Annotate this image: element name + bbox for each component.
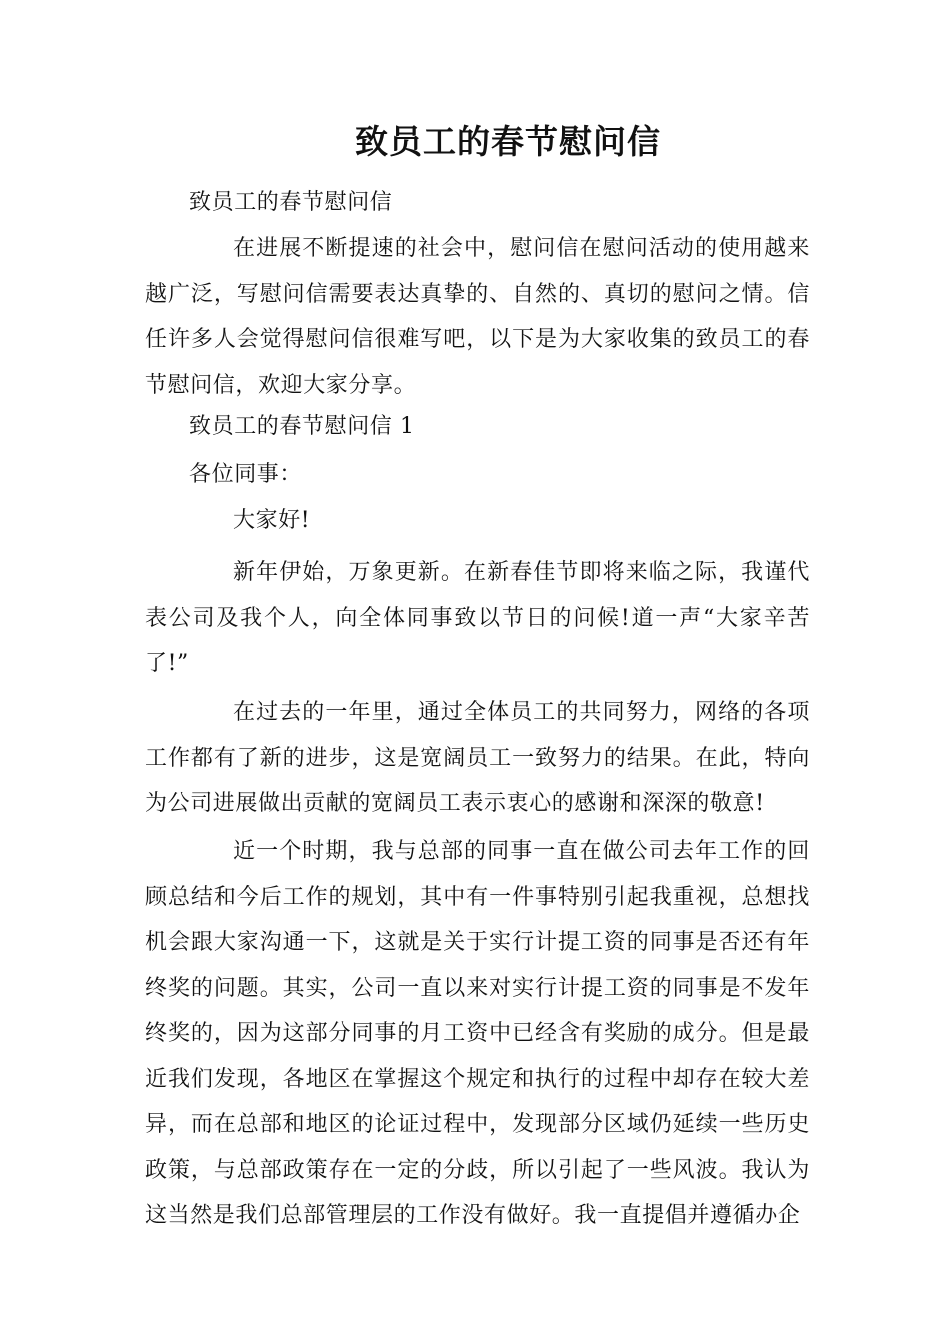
intro-paragraph: 在进展不断提速的社会中，慰问信在慰问活动的使用越来越广泛，写慰问信需要表达真挚的、自然的、真切的慰问之情。信任许多人会觉得慰问信很难写吧，以下是为大家收集的致员工的春节慰问信，欢迎大家分享。 (145, 236, 810, 398)
body-paragraph-1: 新年伊始，万象更新。在新春佳节即将来临之际，我谨代表公司及我个人，向全体同事致以节日的问候!道一声“大家辛苦了!” (145, 560, 810, 676)
salutation: 各位同事： (189, 462, 303, 487)
body-paragraph-2: 在过去的一年里，通过全体员工的共同努力，网络的各项工作都有了新的进步，这是宽阔员工一致努力的结果。在此，特向为公司进展做出贡献的宽阔员工表示衷心的感谢和深深的敬意! (145, 700, 810, 816)
subtitle-paragraph: 致员工的春节慰问信 (189, 190, 393, 215)
letter-heading: 致员工的春节慰问信 1 (189, 414, 415, 439)
document-title: 致员工的春节慰问信 (355, 122, 661, 161)
body-paragraph-3: 近一个时期，我与总部的同事一直在做公司去年工作的回顾总结和今后工作的规划，其中有一件事特别引起我重视，总想找机会跟大家沟通一下，这就是关于实行计提工资的同事是否还有年终奖的问题。其实，公司一直以来对实行计提工资的同事是不发年终奖的，因为这部分同事的月工资中已经含有奖励的成分。但是最近我们发现，各地区在掌握这个规定和执行的过程中却存在较大差异，而在总部和地区的论证过程中，发现部分区域仍延续一些历史政策，与总部政策存在一定的分歧，所以引起了一些风波。我认为这当然是我们总部管理层的工作没有做好。我一直提倡并遵循办企 (145, 839, 810, 1228)
greeting: 大家好! (233, 508, 311, 533)
